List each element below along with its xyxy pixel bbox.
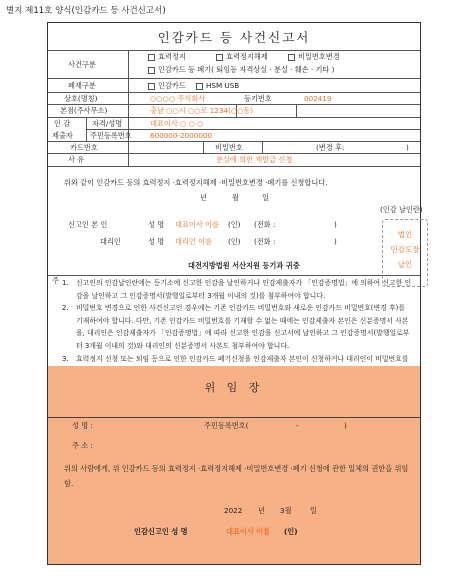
dispose-label: 폐재구분 (68, 81, 96, 90)
date-day: 일 (262, 193, 269, 202)
qualification-label: 자격/성명 (92, 119, 123, 128)
poa-rrn-label: 주민등록번호( (204, 421, 249, 430)
case-option-suspend[interactable]: 효력정지 (148, 53, 186, 61)
date-month: 월 (232, 193, 239, 202)
applicant-label: 신고인 본 인 (68, 220, 108, 229)
agent-seal-mark: (인) (228, 237, 241, 246)
dispose-option-card[interactable]: 인감카드 (148, 82, 186, 90)
submitter-group-line1: 인 감 (54, 119, 71, 128)
poa-signer-label: 인감신고인 성 명 (134, 527, 188, 536)
poa-title: 위 임 장 (204, 381, 264, 394)
password-change-label: (변경 후: (316, 143, 345, 152)
poa-year-unit: 년 (258, 506, 265, 515)
applicant-phone-close: ) (334, 220, 337, 229)
head-office-label: 본점(주사무소) (60, 106, 108, 115)
note-item: 3. 효력정지 신청 또는 퇴임 등으로 인한 인감카드 폐기신청을 인감제출자 본인이 신청하거나 대리인이 비밀번호를 (62, 354, 409, 363)
form-number: 별지 제11호 양식(인감카드 등 사건신고서) (6, 6, 166, 16)
registration-value: 002419 (304, 94, 332, 103)
form-title: 인감카드 등 사건신고서 (157, 30, 311, 45)
seal-text-1: 법인 (397, 230, 413, 239)
company-name-value: ○○○○ 주식회사 (150, 94, 206, 103)
case-type-label: 사건구분 (68, 60, 96, 69)
agent-label: 대리인 (100, 237, 121, 246)
qualification-value: 대표이사 ○ ○ ○ (150, 119, 204, 128)
case-option-password[interactable]: 비밀번호변경 (288, 53, 340, 61)
agent-name-label: 성 명 (148, 237, 165, 246)
company-name-label: 상호(명칭) (64, 94, 98, 103)
agent-name-value: 대리인 이름 (175, 237, 213, 246)
note-item: 2. 비밀번호 변경으로 인한 사건신고인 경우에는 기존 인감카드 비밀번호와 새로운 인감카드 비밀번호(변경 후)를 기재하여야 합니다. 다만, 기존 인감카드 비밀번호를 기재할 수 없는 때에는 인감제출자 본인은 신분증명서 사본을, 대리인은 인감제출자가 「인감증명법」에 따라 신고한 인감을 신고서에 날인하고 그 인감증명서(발행일로부터 3개월 이내의 것)와 대리인의 신분증명서 사본도 첨부하여야 합니다. (62, 304, 410, 350)
case-option-dispose[interactable]: 인감카드 등 폐기( 퇴임등 자격상실 · 분실 · 훼손 · 기타 ) (148, 66, 334, 74)
declaration-text: 위와 같이 인감카드 등의 효력정지 ·효력정지해제 ·비밀번호변경 ·폐기를 신청합니다. (64, 178, 328, 187)
rrn-label: 주민등록번호 (90, 131, 132, 140)
poa-signer-seal: (인) (284, 527, 298, 536)
poa-address-label: 주 소 : (72, 441, 93, 450)
seal-text-3: 날인 (397, 260, 413, 269)
password-label: 비밀번호 (215, 143, 243, 152)
reason-value: 분실에 의한 재발급 신청 (216, 155, 293, 164)
submitter-group-line2: 제출자 (52, 131, 73, 140)
case-option-unsuspend[interactable]: 효력정지해제 (216, 53, 268, 61)
report-form (47, 22, 421, 565)
notes-header: 주 (52, 276, 59, 285)
agent-phone-close: ) (334, 237, 337, 246)
reason-label: 사 유 (68, 155, 85, 164)
agent-phone-label: (전화 : (254, 237, 276, 246)
password-change-close: ) (406, 143, 409, 152)
poa-name-label: 성 명 : (72, 421, 93, 430)
seal-text-2: 인감도장 (390, 245, 420, 254)
rrn-value: 600000-2000000 (150, 131, 213, 140)
seal-caption: (인감 날인란) (380, 205, 423, 214)
poa-rrn-dash: - (296, 421, 299, 430)
applicant-seal-mark: (인) (228, 220, 241, 229)
poa-day-unit: 일 (310, 506, 317, 515)
poa-signer-value: 대표이사 이름 (226, 527, 271, 536)
poa-year: 2022 (224, 506, 243, 515)
poa-text: 위의 사람에게, 위 인감카드 등의 효력정지 ·효력정지해제 ·비밀번호변경 ·폐기 신청에 관한 일체의 권한을 위임함. (64, 464, 409, 488)
poa-rrn-close: ) (344, 421, 347, 430)
note-item: 1. 신고인의 인감날인란에는 등기소에 신고한 인감을 날인하거나 인감제출자가 「인감증명법」에 의하여 신고한 인감을 날인하고 그 인감증명서(발행일로부터 3개월 이내의 것)를 첨부하여야 합니다. (62, 279, 412, 300)
registration-label: 등기번호 (244, 94, 272, 103)
head-office-value: 충남 ○○시 ○○로 1234(○○동) (150, 106, 254, 115)
date-year: 년 (200, 193, 207, 202)
dispose-option-usb[interactable]: HSM USB (196, 82, 239, 90)
applicant-name-value: 대표이사 이름 (175, 220, 219, 229)
applicant-phone-label: (전화 : (254, 220, 276, 229)
poa-month: 3월 (280, 506, 292, 515)
court-name: 대전지방법원 서산지원 등기과 귀중 (188, 261, 300, 270)
power-of-attorney (48, 366, 420, 564)
card-number-label: 카드번호 (70, 143, 98, 152)
applicant-name-label: 성 명 (148, 220, 165, 229)
